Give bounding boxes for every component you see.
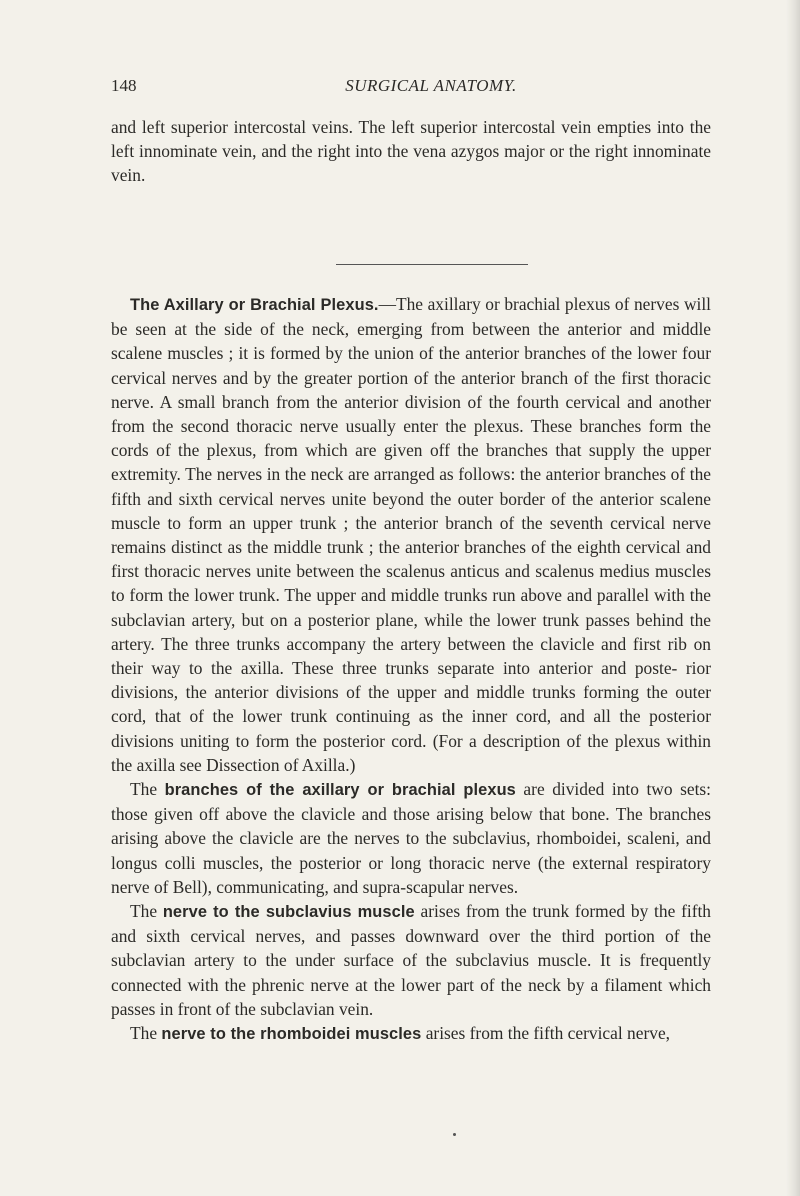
subclavius-paragraph [111, 899, 711, 1021]
rhomboidei-paragraph [111, 1021, 711, 1046]
branches-heading: branches of the axillary or brachial plexus [164, 781, 516, 800]
subclavius-body: arises from the trunk formed by the fifth and sixth cervical nerves, and passes downward over the third portion of the subclavian artery to the under surface of the subclavius muscle. It is frequently connected with the phrenic nerve at the lower part of the neck by a filament which passes in front of the subclavian vein. [111, 901, 712, 1019]
page-number: 148 [111, 76, 137, 95]
page-header [111, 76, 711, 106]
rhomboidei-heading: nerve to the rhomboidei muscles [161, 1025, 422, 1044]
rhomboidei-body: arises from the fifth cervical nerve, [421, 1023, 671, 1044]
rhomboidei-lead: The [130, 1023, 162, 1044]
intro-paragraph: and left superior intercostal veins. The left superior intercostal vein empties into the left innominate vein, and the right into the vena azygos major or the right innominate vein. [111, 117, 711, 186]
section-divider [336, 264, 528, 265]
branches-body: are divided into two sets: those given off above the clavicle and those arising below that bone. The branches arising above the clavicle are the nerves to the subclavius, rhomboidei, scaleni, and longus colli muscles, the posterior or long thoracic nerve (the external respiratory nerve of Bell), communicating, and supra-scapular nerves. [111, 779, 711, 897]
branches-paragraph [111, 777, 711, 899]
page-edge-shadow [786, 0, 800, 1196]
plexus-heading: The Axillary or Brachial Plexus. [130, 296, 379, 314]
intro-paragraph-block [111, 115, 711, 188]
branches-lead: The [130, 779, 165, 800]
plexus-paragraph [111, 292, 711, 777]
running-title: SURGICAL ANATOMY. [345, 76, 517, 95]
print-speck [453, 1133, 456, 1136]
subclavius-lead: The [130, 901, 163, 922]
plexus-body: —The axillary or brachial plexus of nerves will be seen at the side of the neck, emerging from between the anterior and middle scalene muscles ; it is formed by the union of the anterior branches of the lower four cervical nerves and by the greater portion of the anterior branch of the first thoracic nerve. A small branch from the anterior division of the fourth cervical and another from the second thoracic nerve usually enter the plexus. These branches form the cords of the plexus, from which are given off the branches that supply the upper extremity. The nerves in the neck are arranged as follows: the anterior branches of the fifth and sixth cervical nerves unite beyond the outer border of the anterior scalene muscle to form an upper trunk ; the anterior branch of the seventh cervical nerve remains distinct as the middle trunk ; the anterior branches of the eighth cervical and first thoracic nerves unite between the scalenus anticus and scalenus medius muscles to form the lower trunk. The upper and middle trunks run above and parallel with the subclavian artery, but on a posterior plane, while the lower trunk passes behind the artery. The three trunks accompany the artery between the clavicle and first rib on their way to the axilla. These three trunks separate into anterior and poste- rior divisions, the anterior divisions of the upper and middle trunks forming the outer cord, that of the lower trunk continuing as the inner cord, and all the posterior divisions uniting to form the posterior cord. (For a description of the plexus within the axilla see Dissection of Axilla.) [111, 294, 711, 775]
main-text-block [111, 292, 711, 1046]
subclavius-heading: nerve to the subclavius muscle [162, 903, 415, 922]
